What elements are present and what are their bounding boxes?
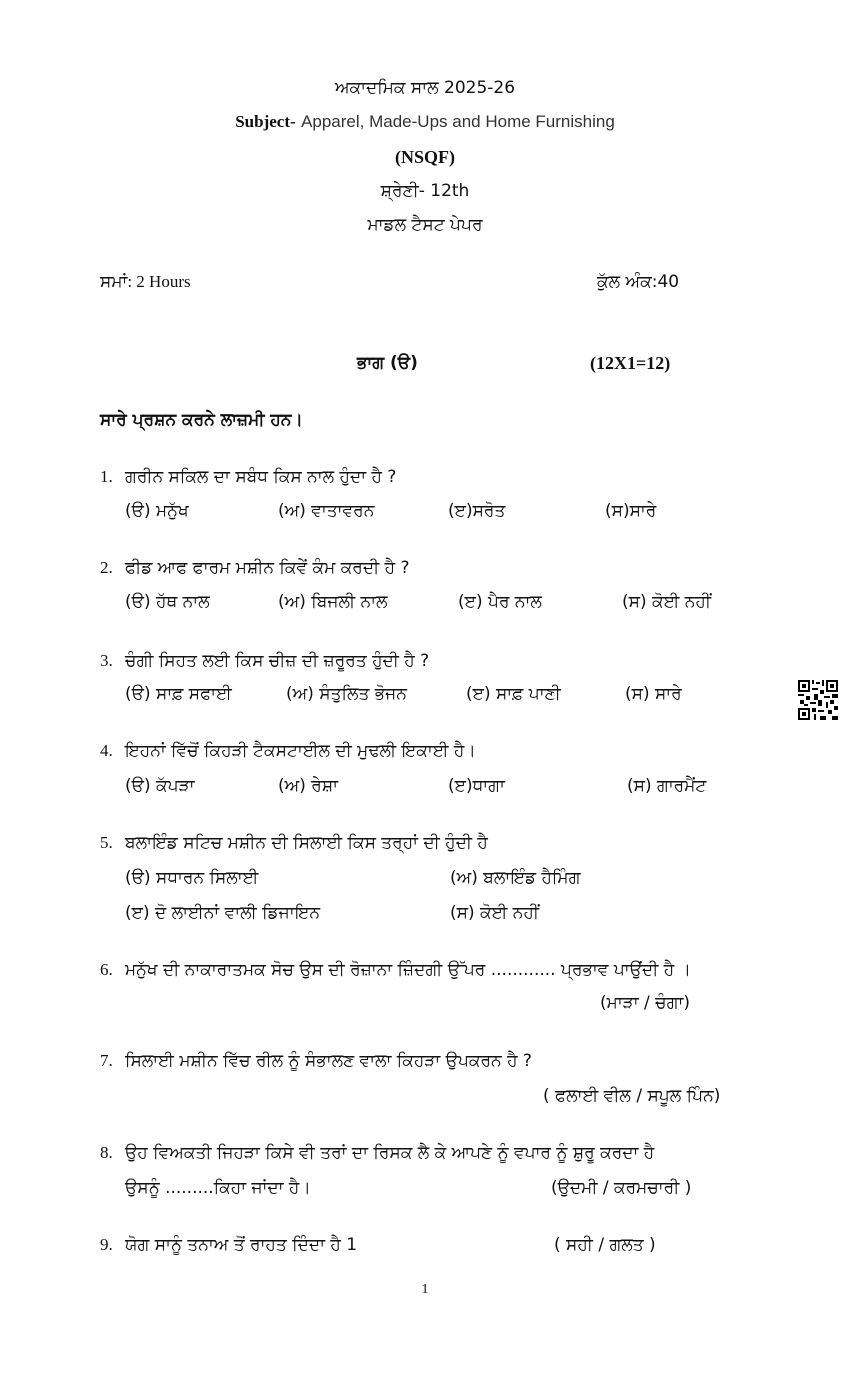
question-text: ਬਲਾਇੰਡ ਸਟਿਚ ਮਸ਼ੀਨ ਦੀ ਸਿਲਾਈ ਕਿਸ ਤਰ੍ਹਾਂ ਦੀ ਹੁੰਦੀ ਹੈ [125,833,488,853]
option-d: (ਸ) ਕੋਈ ਨਹੀਂ [450,903,539,923]
instruction: ਸਾਰੇ ਪ੍ਰਸ਼ਨ ਕਰਨੇ ਲਾਜ਼ਮੀ ਹਨ। [100,410,303,430]
section-title: ਭਾਗ (ੳ) [357,353,418,373]
question-number: 6. [100,960,113,979]
question-text: ਫੀਡ ਆਫ ਫਾਰਮ ਮਸ਼ੀਨ ਕਿਵੇਂ ਕੰਮ ਕਰਦੀ ਹੈ ? [125,558,410,578]
question-number: 8. [100,1143,113,1162]
option-b: (ਅ) ਸੰਤੁਲਿਤ ਭੋਜਨ [286,684,407,704]
question-number: 2. [100,558,113,577]
option-b: (ਅ) ਵਾਤਾਵਰਨ [278,501,375,521]
question-text: ਮਨੁੱਖ ਦੀ ਨਾਕਾਰਾਤਮਕ ਸੋਚ ਉਸ ਦੀ ਰੋਜ਼ਾਨਾ ਜ਼ਿੰਦਗੀ ਉੱਪਰ ............ ਪ੍ਰਭਾਵ ਪਾਉਂਦੀ ਹੈ । [125,960,692,980]
option-c: (ੲ)ਸਰੋਤ [448,501,506,521]
subject-label: Subject- [235,112,296,131]
marks-label: ਕੁੱਲ ਅੰਕ [597,272,652,292]
option-c: (ੲ) ਸਾਫ਼ ਪਾਣੀ [466,684,561,704]
answer-hint: (ਉਦਮੀ / ਕਰਮਚਾਰੀ ) [551,1178,692,1198]
option-a: (ੳ) ਸਾਫ਼ ਸਫਾਈ [125,684,232,704]
question-text-continued: ਉਸਨੂੰ .........ਕਿਹਾ ਜਾਂਦਾ ਹੈ। [125,1178,311,1198]
question-text: ਇਹਨਾਂ ਵਿੱਚੋਂ ਕਿਹੜੀ ਟੈਕਸਟਾਈਲ ਦੀ ਮੁਢਲੀ ਇਕਾਈ ਹੈ। [125,741,476,761]
question-number: 7. [100,1051,113,1070]
paper-title: ਮਾਡਲ ਟੈਸਟ ਪੇਪਰ [367,215,483,235]
question-number: 5. [100,833,113,852]
question-text: ਯੋਗ ਸਾਨੂੰ ਤਨਾਅ ਤੋਂ ਰਾਹਤ ਦਿੰਦਾ ਹੈ 1 [125,1235,358,1255]
option-a: (ੳ) ਮਨੁੱਖ [125,501,189,521]
answer-hint: ( ਸਹੀ / ਗਲਤ ) [554,1235,656,1255]
class-line [0,180,850,202]
option-b: (ਅ) ਬਿਜਲੀ ਨਾਲ [278,592,388,612]
subject-value: Apparel, Made-Ups and Home Furnishing [301,112,615,131]
time-label: ਸਮਾਂ [100,272,128,292]
time-allowed [100,271,191,293]
class-label: ਸ਼੍ਰੇਣੀ- [380,181,425,201]
question-number: 9. [100,1235,113,1254]
answer-hint: ( ਫਲਾਈ ਵੀਲ / ਸਪੂਲ ਪਿੰਨ) [543,1086,721,1106]
option-b: (ਅ) ਬਲਾਇੰਡ ਹੈਮਿੰਗ [450,868,581,888]
qr-code-icon [798,680,838,720]
question-text: ਗਰੀਨ ਸਕਿਲ ਦਾ ਸਬੰਧ ਕਿਸ ਨਾਲ ਹੁੰਦਾ ਹੈ ? [125,467,397,487]
question-number: 3. [100,651,113,670]
section-marks: (12X1=12) [590,353,671,373]
option-a: (ੳ) ਕੱਪੜਾ [125,776,195,796]
question-text: ਉਹ ਵਿਅਕਤੀ ਜਿਹੜਾ ਕਿਸੇ ਵੀ ਤਰਾਂ ਦਾ ਰਿਸਕ ਲੈ ਕੇ ਆਪਣੇ ਨੂੰ ਵਪਾਰ ਨੂੰ ਸ਼ੁਰੂ ਕਰਦਾ ਹੈ [125,1143,655,1163]
option-b: (ਅ) ਰੇਸ਼ਾ [278,776,339,796]
academic-year: ਅਕਾਦਮਿਕ ਸਾਲ 2025-26 [334,78,516,98]
question-number: 1. [100,467,113,486]
answer-hint: (ਮਾੜਾ / ਚੰਗਾ) [600,993,690,1013]
option-d: (ਸ) ਸਾਰੇ [625,684,682,704]
option-d: (ਸ)ਸਾਰੇ [605,501,657,521]
question-number: 4. [100,741,113,760]
option-c: (ੲ)ਧਾਗਾ [448,776,505,796]
nsqf-label: (NSQF) [395,147,455,167]
subject-line [0,111,850,133]
option-c: (ੲ) ਦੋ ਲਾਈਨਾਂ ਵਾਲੀ ਡਿਜਾਇਨ [125,903,321,923]
class-value: 12th [430,181,470,201]
question-text: ਸਿਲਾਈ ਮਸ਼ੀਨ ਵਿੱਚ ਰੀਲ ਨੂੰ ਸੰਭਾਲਣ ਵਾਲਾ ਕਿਹੜਾ ਉਪਕਰਨ ਹੈ ? [125,1051,532,1071]
total-marks [597,271,679,293]
option-d: (ਸ) ਕੋਈ ਨਹੀਂ [622,592,711,612]
question-text: ਚੰਗੀ ਸਿਹਤ ਲਈ ਕਿਸ ਚੀਜ਼ ਦੀ ਜ਼ਰੂਰਤ ਹੁੰਦੀ ਹੈ ? [125,651,430,671]
marks-value: :40 [651,272,680,292]
option-a: (ੳ) ਹੱਥ ਨਾਲ [125,592,210,612]
option-a: (ੳ) ਸਧਾਰਨ ਸਿਲਾਈ [125,868,259,888]
option-d: (ਸ) ਗਾਰਮੈਂਟ [627,776,707,796]
time-value: : 2 Hours [127,272,191,291]
page-number: 1 [421,1282,429,1297]
option-c: (ੲ) ਪੈਰ ਨਾਲ [458,592,542,612]
